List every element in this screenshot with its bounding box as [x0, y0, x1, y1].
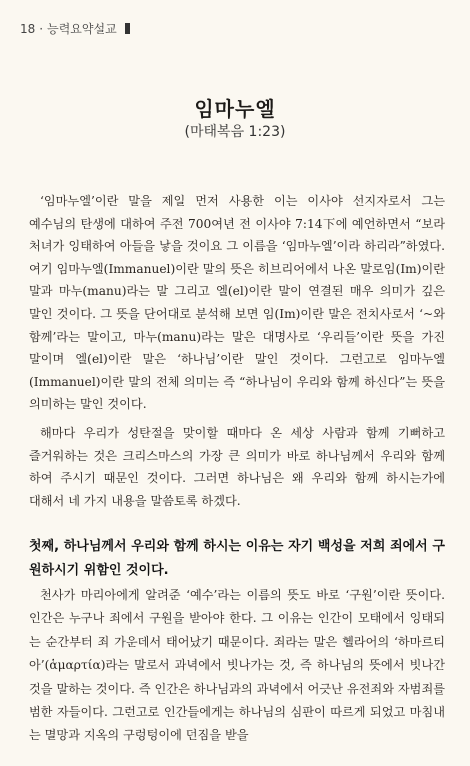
paragraph: ‘임마누엘’이란 말을 제일 먼저 사용한 이는 이사야 선지자로서 그는 예수님의 탄생에 대하여 주전 700여년 전 이사야 7:14下에 예언하면서 “보라 처녀가 잉태하여 아들을 낳을 것이요 그 이름을 ‘임마누엘’이라 하리라”하였다. 여기 임마누엘(Immanuel)이란 말의 뜻은 히브리어에서 나온 말로임(Im)이란 말과 마누(manu)라는 말 그리고 엘(el)이란 말이 연결된 매우 의미가 깊은 말인 것이다. 그 뜻을 단어대로 분석해 보면 임(Im)이란 말은 전치사로서 ‘~와 함께’라는 말이고, 마누(manu)라는 말은 대명사로 ‘우리들’이란 뜻을 가진 말이며 엘(el)이란 말은 ‘하나님’이란 말인 것이다. 그런고로 임마누엘(Immanuel)이란 말의 전체 의미는 즉 “하나님이 우리와 함께 하신다”는 뜻을 의미하는 말인 것이다. [29, 194, 445, 412]
paragraph: 해마다 우리가 성탄절을 맞이할 때마다 온 세상 사람과 함께 기뻐하고 즐거워하는 것은 크리스마스의 가장 큰 의미가 바로 하나님께서 우리와 함께 하여 주시기 때문인 것이다. 그러면 하나님은 왜 우리와 함께 하시는가에 대해서 네 가지 내용을 말씀토록 하겠다. [29, 425, 445, 508]
sermon-title: 임마누엘 [194, 97, 276, 121]
book-title: 능력요약설교 [47, 22, 117, 36]
running-header [20, 20, 130, 37]
header-bar-icon [125, 23, 130, 34]
section-text [29, 584, 445, 748]
section-heading: 첫째, 하나님께서 우리와 함께 하시는 이유는 자기 백성을 저희 죄에서 구원하시기 위함인 것이다. [29, 539, 445, 578]
scripture-reference: (마태복음 1:23) [184, 124, 286, 140]
intro-text [29, 190, 445, 518]
page-number: 18 [20, 21, 36, 36]
paragraph: 천사가 마리아에게 알려준 ‘예수’라는 이름의 뜻도 바로 ‘구원’이란 뜻이다. 인간은 누구나 죄에서 구원을 받아야 한다. 그 이유는 인간이 모태에서 잉태되는 순간부터 죄 가운데서 태어났기 때문이다. 죄라는 말은 헬라어의 ‘하마르티아’(ἁμαρτία)라는 말로서 과녁에서 빗나가는 것, 즉 하나님의 뜻에서 빗나간것을 말하는 것이다. 즉 인간은 하나님과의 과녁에서 어긋난 유전죄와 자범죄를 범한 자들이다. 그런고로 인간들에게는 하나님의 심판이 따르게 되었고 마침내는 멸망과 지옥의 구렁텅이에 던짐을 받을 [29, 588, 445, 743]
header-separator: · [39, 21, 44, 36]
